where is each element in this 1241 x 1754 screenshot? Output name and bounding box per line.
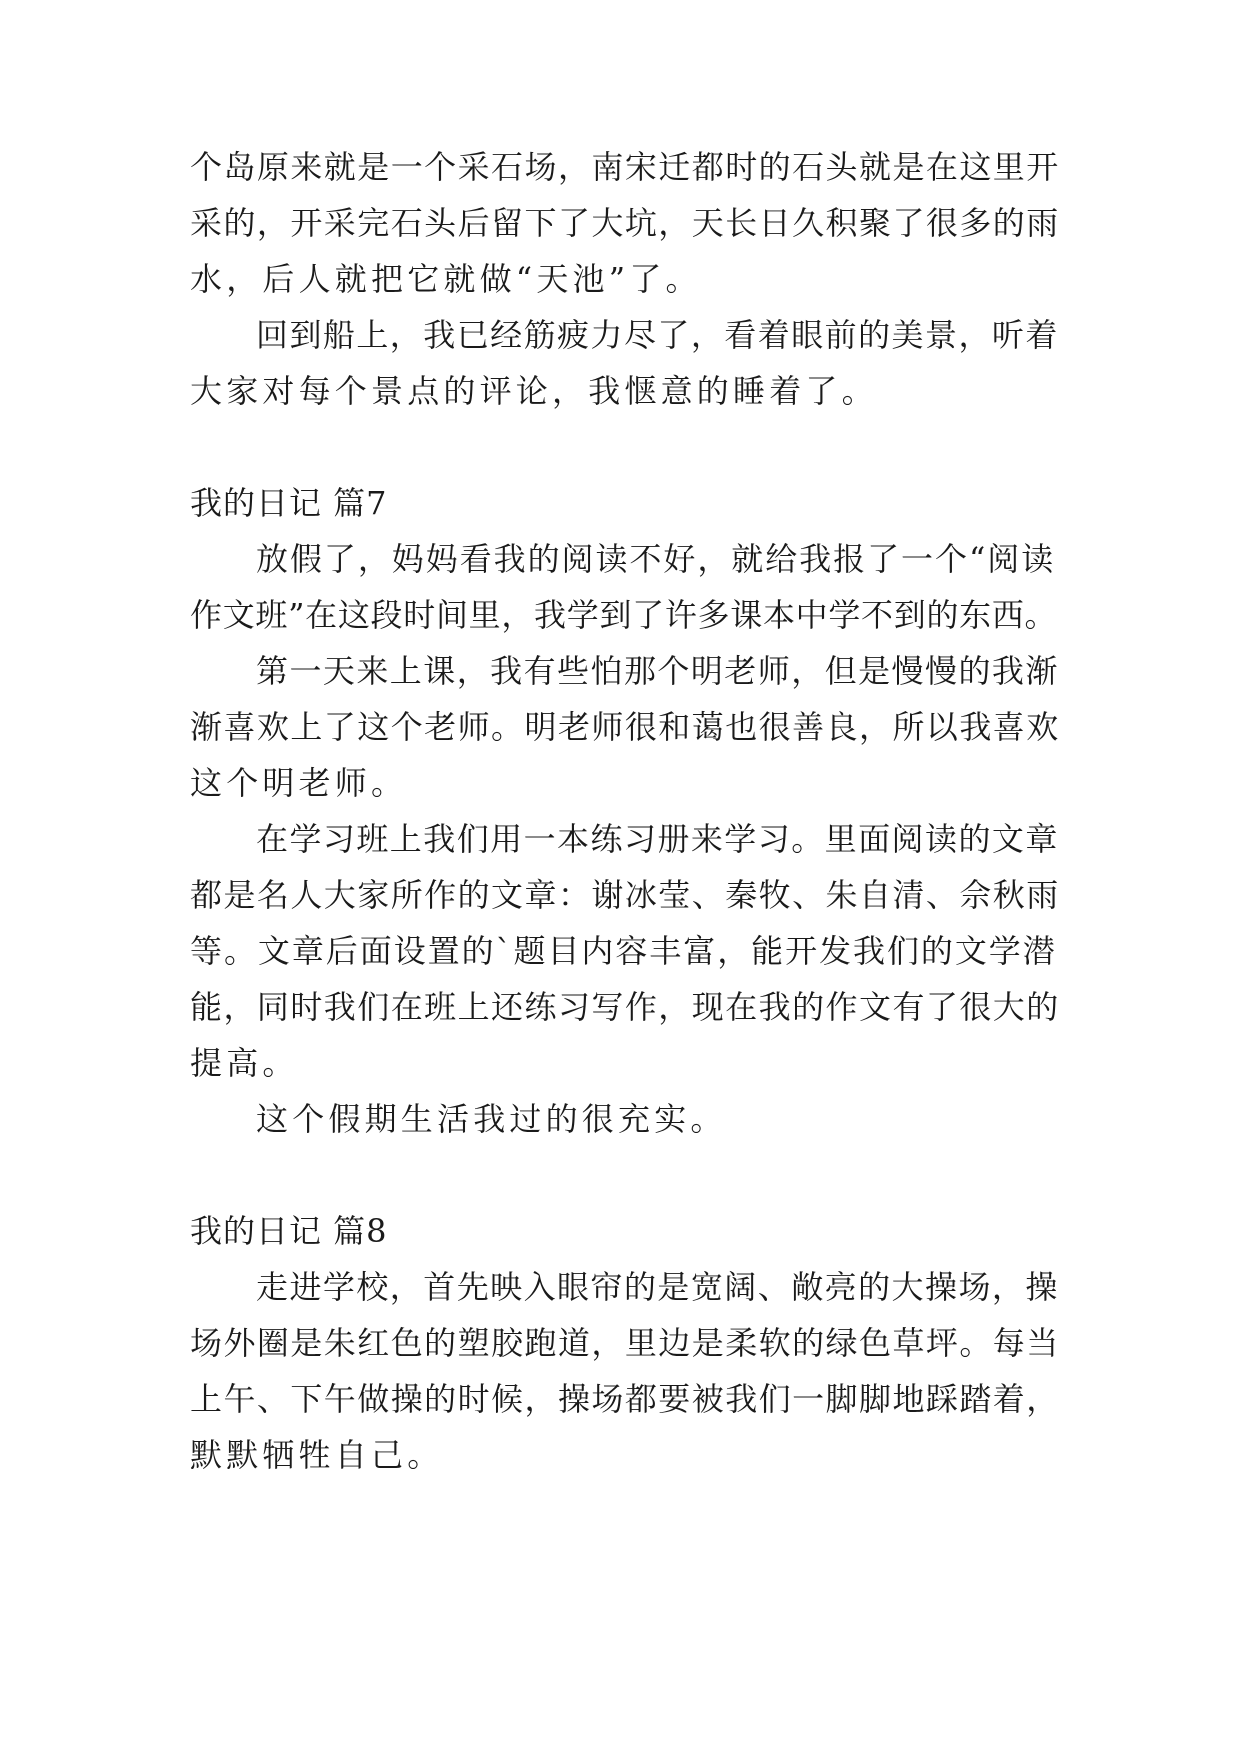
paragraph-line: 在学习班上我们用一本练习册来学习。里面阅读的文章 (256, 820, 1059, 858)
paragraph-line: 回到船上，我已经筋疲力尽了，看着眼前的美景，听着 (256, 316, 1059, 354)
paragraph-line: 放假了，妈妈看我的阅读不好，就给我报了一个“阅读 (256, 540, 1056, 578)
paragraph-line: 渐喜欢上了这个老师。明老师很和蔼也很善良，所以我喜欢 (190, 708, 1060, 746)
paragraph-line: 作文班”在这段时间里，我学到了许多课本中学不到的东西。 (190, 596, 1058, 634)
paragraph-line: 场外圈是朱红色的塑胶跑道，里边是柔软的绿色草坪。每当 (190, 1324, 1060, 1362)
paragraph-line: 水，后人就把它就做“天池”了。 (190, 260, 702, 298)
paragraph-line: 默默牺牲自己。 (190, 1436, 444, 1474)
paragraph-line: 第一天来上课，我有些怕那个明老师，但是慢慢的我渐 (256, 652, 1059, 690)
paragraph-line: 大家对每个景点的评论，我惬意的睡着了。 (190, 372, 878, 410)
paragraph-line: 等。文章后面设置的`题目内容丰富，能开发我们的文学潜 (190, 932, 1057, 970)
paragraph-line: 采的，开采完石头后留下了大坑，天长日久积聚了很多的雨 (190, 204, 1060, 242)
paragraph-line: 能，同时我们在班上还练习写作，现在我的作文有了很大的 (190, 988, 1060, 1026)
paragraph-line: 上午、下午做操的时候，操场都要被我们一脚脚地踩踏着， (190, 1380, 1060, 1418)
section-heading: 我的日记 篇7 (190, 484, 388, 522)
paragraph-line: 这个明老师。 (190, 764, 408, 802)
section-heading: 我的日记 篇8 (190, 1212, 388, 1250)
paragraph-line: 个岛原来就是一个采石场，南宋迁都时的石头就是在这里开 (190, 148, 1060, 186)
paragraph-line: 走进学校，首先映入眼帘的是宽阔、敞亮的大操场，操 (256, 1268, 1059, 1306)
paragraph-line: 都是名人大家所作的文章：谢冰莹、秦牧、朱自清、佘秋雨 (190, 876, 1060, 914)
paragraph-line: 提高。 (190, 1044, 299, 1082)
paragraph-line: 这个假期生活我过的很充实。 (256, 1100, 727, 1138)
